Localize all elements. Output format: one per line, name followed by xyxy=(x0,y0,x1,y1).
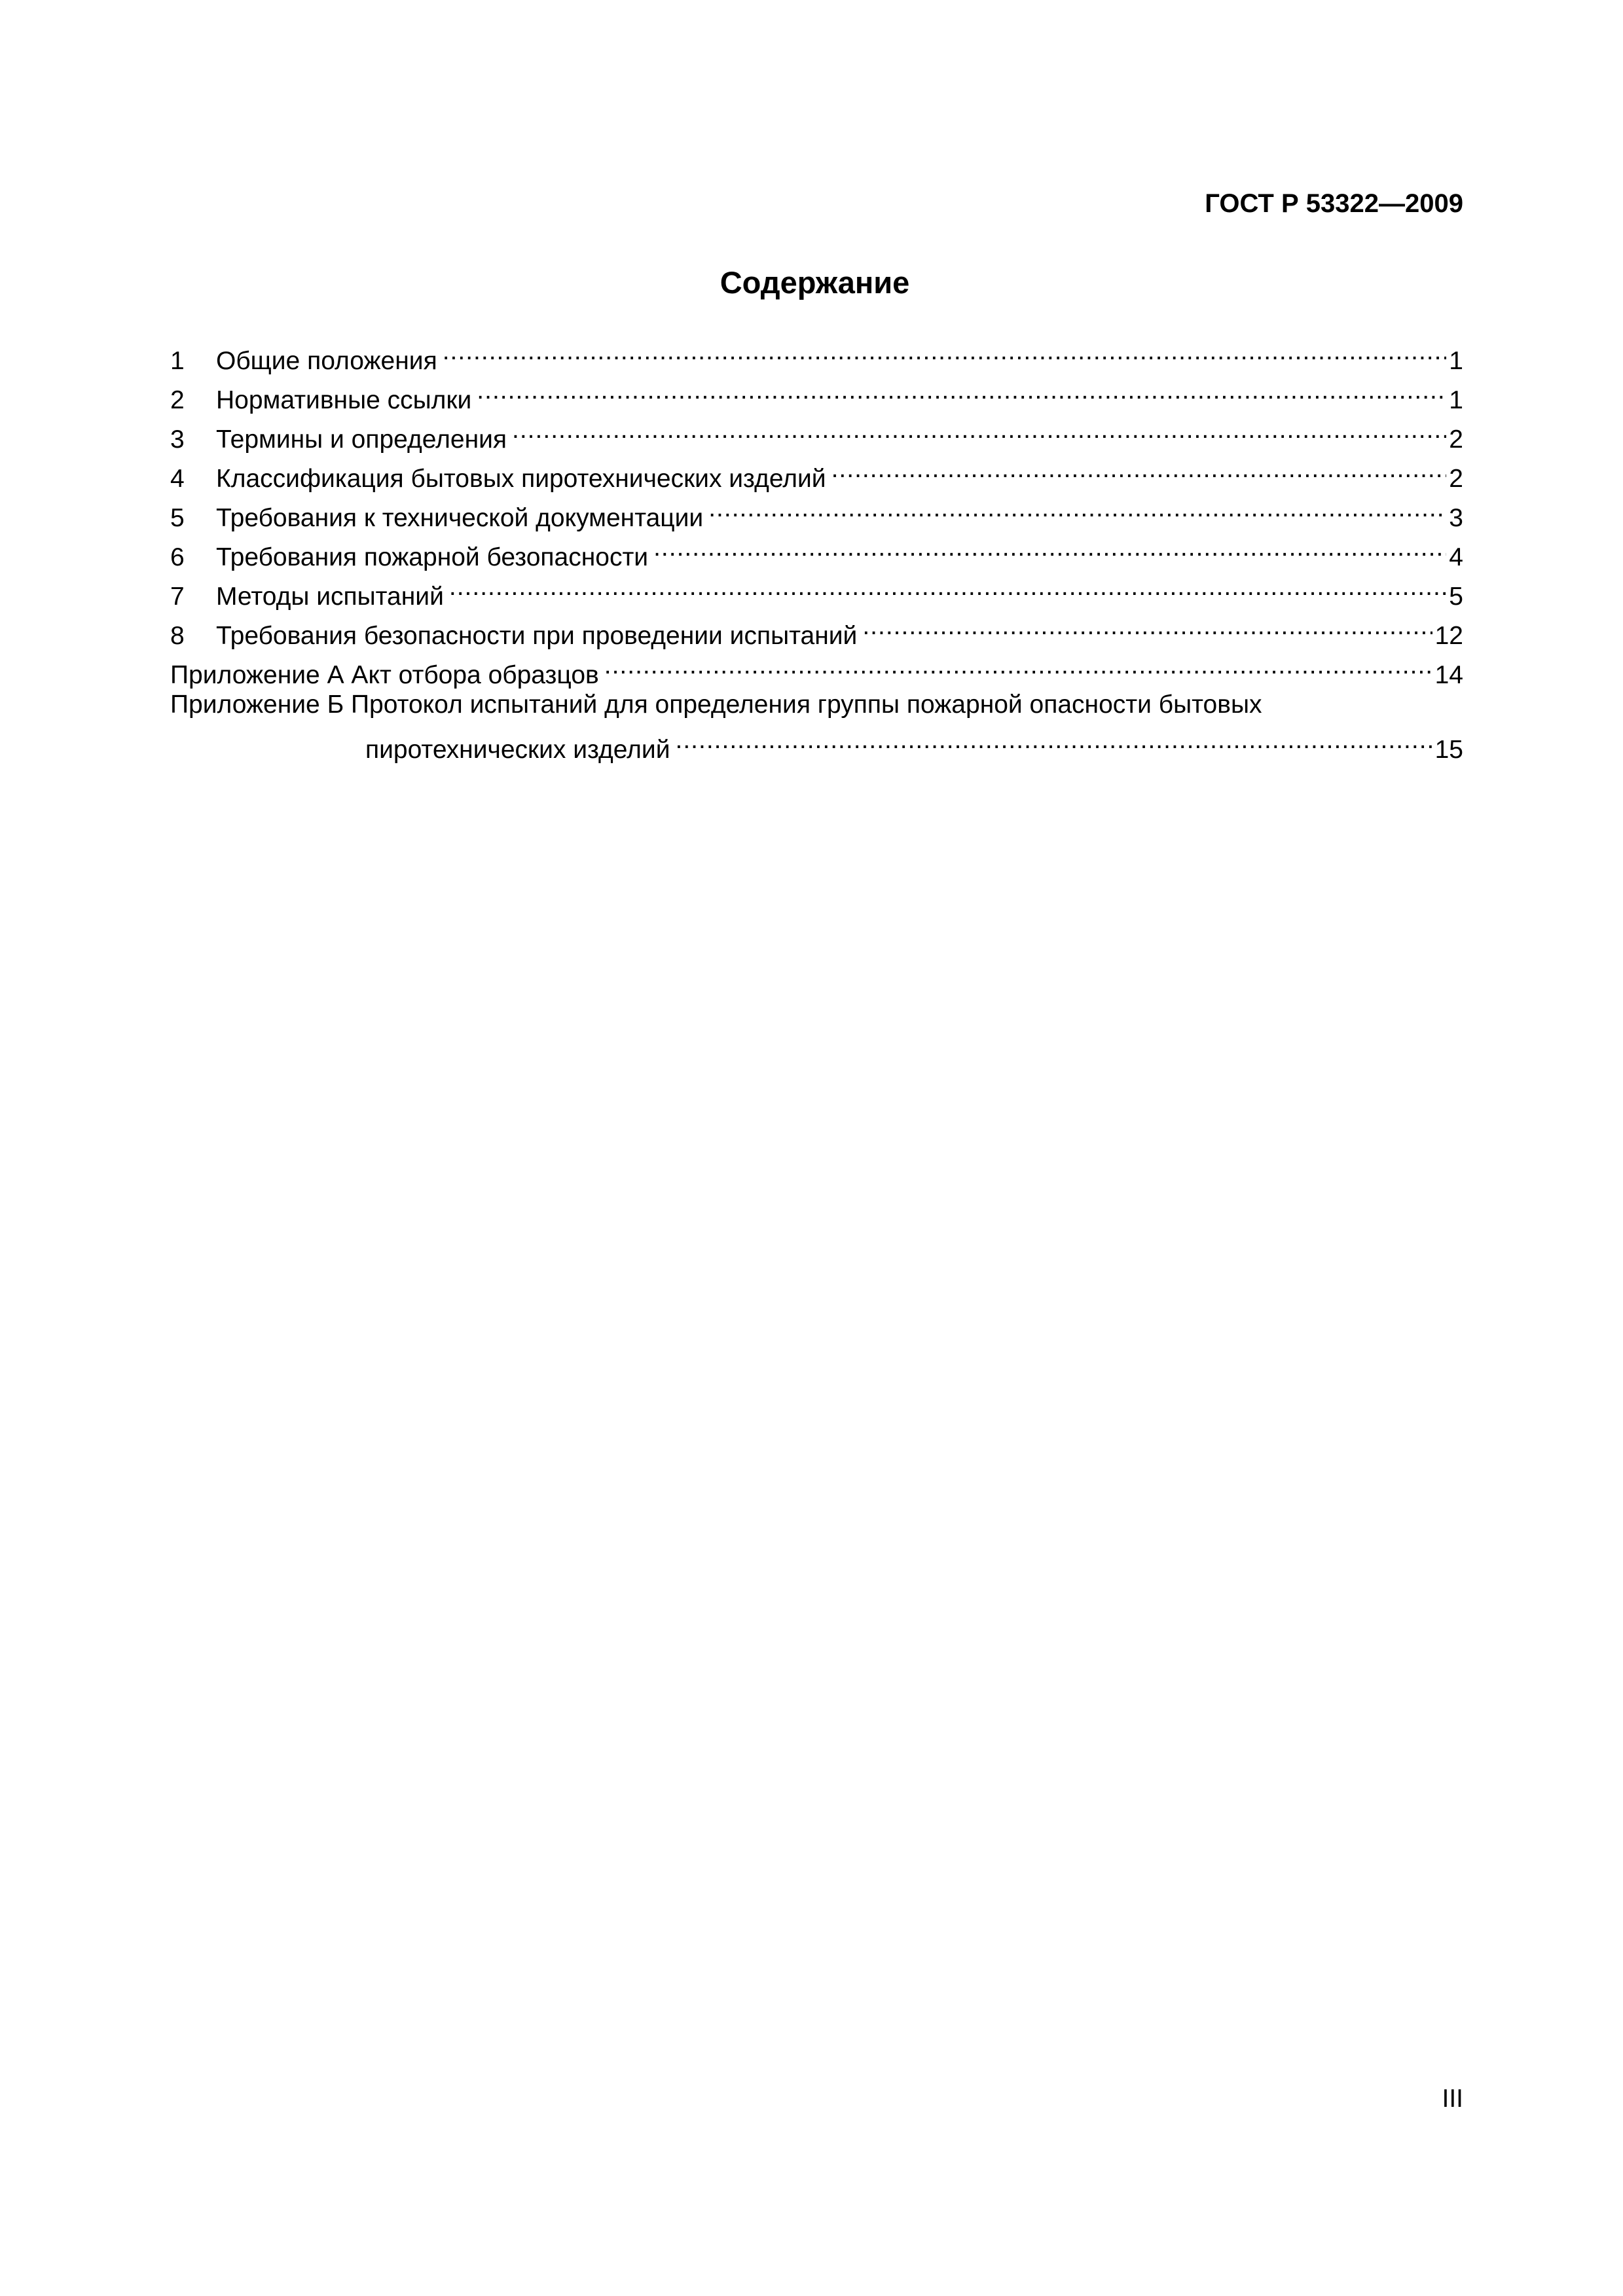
toc-item-number: 1 xyxy=(170,347,185,375)
toc-appendix-b[interactable] xyxy=(170,687,1463,764)
toc-item-page: 1 xyxy=(1449,386,1463,414)
toc-item-page: 2 xyxy=(1449,465,1463,493)
toc-item-page: 2 xyxy=(1449,425,1463,454)
toc-item-page: 1 xyxy=(1449,347,1463,375)
toc-item[interactable] xyxy=(170,412,1463,452)
toc-item-title: Классификация бытовых пиротехнических изделий xyxy=(216,465,826,493)
toc-item[interactable] xyxy=(170,569,1463,609)
page-number: III xyxy=(1442,2085,1463,2113)
toc-item-number: 2 xyxy=(170,386,185,414)
toc-item[interactable] xyxy=(170,452,1463,491)
toc-item-title: Нормативные ссылки xyxy=(216,386,472,414)
toc-leader-dots xyxy=(831,452,1447,487)
toc-leader-dots xyxy=(604,648,1432,683)
toc-item-number: 4 xyxy=(170,465,185,493)
toc-item-number: 7 xyxy=(170,583,185,611)
toc-leader-dots xyxy=(443,334,1447,369)
toc-item[interactable] xyxy=(170,609,1463,648)
toc-item-title: Общие положения xyxy=(216,347,437,375)
toc-item[interactable] xyxy=(170,373,1463,412)
toc-item-number: 3 xyxy=(170,425,185,454)
toc-item-page: 4 xyxy=(1449,543,1463,571)
toc-appendix-title-line1: Приложение Б Протокол испытаний для определения группы пожарной опасности бытовых xyxy=(170,691,1262,719)
toc-item[interactable] xyxy=(170,334,1463,373)
document-code: ГОСТ Р 53322—2009 xyxy=(1205,189,1463,218)
toc-leader-dots xyxy=(449,569,1446,605)
toc-item-title: Требования к технической документации xyxy=(216,504,704,532)
toc-leader-dots xyxy=(653,530,1446,565)
toc-item-page: 12 xyxy=(1434,622,1463,650)
toc-appendix-page: 15 xyxy=(1434,736,1463,764)
toc-item-title: Требования пожарной безопасности xyxy=(216,543,649,571)
toc-appendix-title: Приложение А Акт отбора образцов xyxy=(170,661,599,689)
toc-leader-dots xyxy=(676,723,1432,758)
toc-item[interactable] xyxy=(170,491,1463,530)
toc-item-title: Методы испытаний xyxy=(216,583,444,611)
toc-item-page: 3 xyxy=(1449,504,1463,532)
toc-item-number: 5 xyxy=(170,504,185,532)
toc-appendix-page: 14 xyxy=(1434,661,1463,689)
toc-item-title: Требования безопасности при проведении испытаний xyxy=(216,622,858,650)
table-of-contents xyxy=(170,334,1463,764)
toc-item-number: 8 xyxy=(170,622,185,650)
toc-appendix-a[interactable] xyxy=(170,648,1463,687)
toc-leader-dots xyxy=(862,609,1432,644)
toc-leader-dots xyxy=(512,412,1446,448)
toc-item-page: 5 xyxy=(1449,583,1463,611)
toc-leader-dots xyxy=(477,373,1446,408)
toc-title: Содержание xyxy=(720,265,910,300)
toc-item-number: 6 xyxy=(170,543,185,571)
toc-item-title: Термины и определения xyxy=(216,425,507,454)
toc-item[interactable] xyxy=(170,530,1463,569)
toc-appendix-title-line2: пиротехнических изделий xyxy=(365,736,670,764)
toc-leader-dots xyxy=(708,491,1446,526)
